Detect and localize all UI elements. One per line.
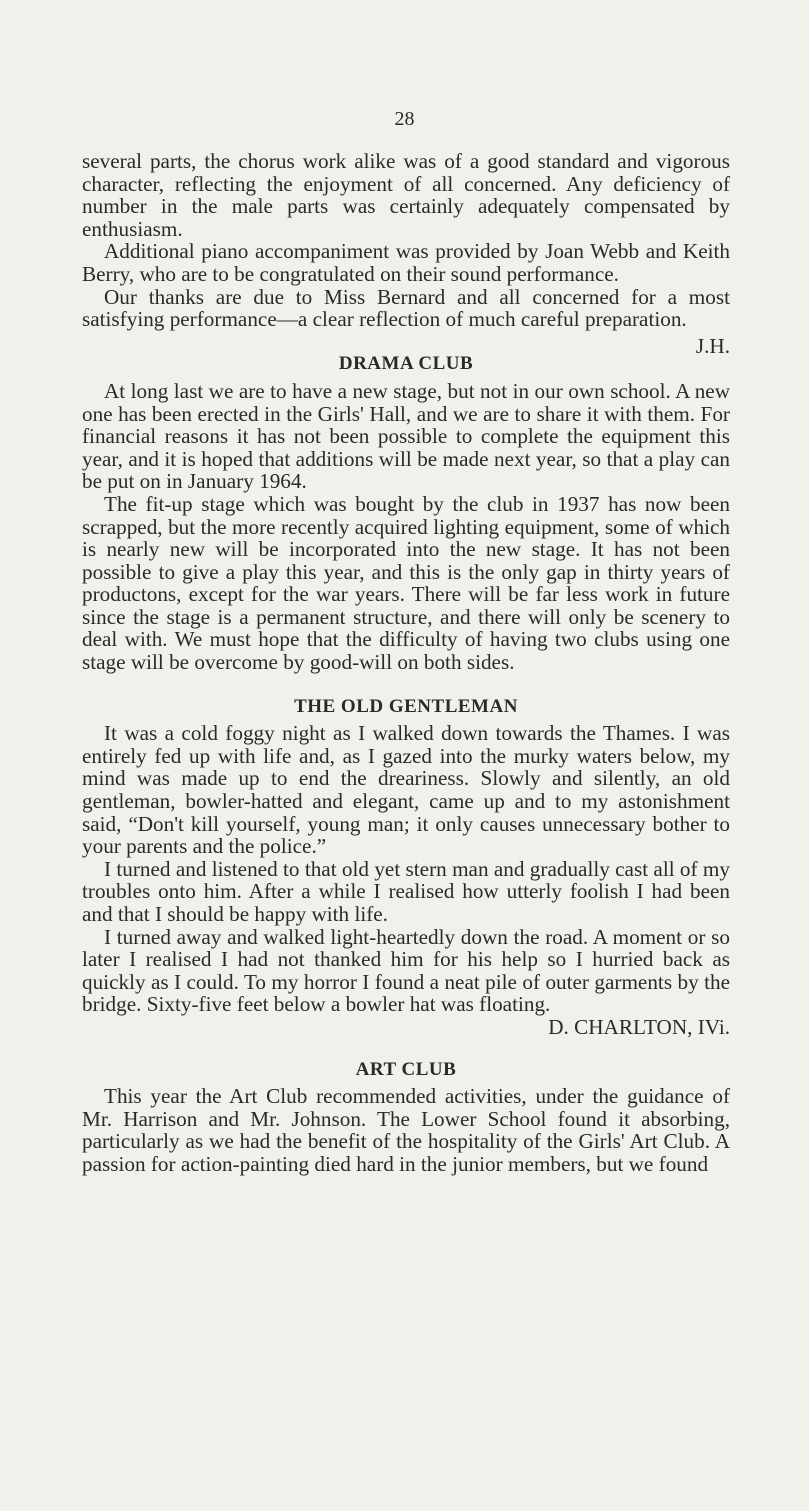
drama-club-section [82,353,730,673]
drama-club-paragraph-2: The fit-up stage which was bought by the club in 1937 has now been scrapped, but the more recently acquired lighting equipment, some of which is nearly new will be incorporated into the new stage. It has not been possible to give a play this year, and this is the only gap in thirty years of productons, except for the war years. There will be far less work in future since the stage is a permanent structure, and there will only be scenery to deal with. We must hope that the difficulty of having two clubs using one stage will be overcome by good-will on both sides. [82,491,730,675]
page-number: 28 [394,108,415,130]
intro-paragraph-1: several parts, the chorus work alike was of a good standard and vigorous character, reflecting the enjoyment of all concerned. Any deficiency of number in the male parts was certainly adequately compensated by enthusiasm. [82,149,730,241]
art-club-section [82,1059,730,1176]
intro-signature: J.H. [695,333,730,358]
art-club-paragraph-1: This year the Art Club recommended activities, under the guidance of Mr. Harrison and Mr. Johnson. The Lower School found it absorbing, particularly as we had the benefit of the hospitality of the Girls' Art Club. A passion for action-painting died hard in the junior members, but we found [82,1084,730,1176]
old-gentleman-heading: THE OLD GENTLEMAN [294,695,518,717]
intro-paragraph-3: Our thanks are due to Miss Bernard and all concerned for a most satisfying performance—a clear reflection of much careful preparation. [82,284,730,332]
drama-club-paragraph-1: At long last we are to have a new stage, but not in our own school. A new one has been erected in the Girls' Hall, and we are to share it with them. For financial reasons it has not been possible to complete the equipment this year, and it is hoped that additions will be made next year, so that a play can be put on in January 1964. [82,378,730,494]
old-gentleman-paragraph-1: It was a cold foggy night as I walked down towards the Thames. I was entirely fed up with life and, as I gazed into the murky waters below, my mind was made up to end the dreariness. Slowly and silently, an old gentleman, bowler-hatted and elegant, came up and to my astonishment said, “Don't kill yourself, young man; it only causes unnecessary bother to your parents and the police.” [82,721,730,859]
old-gentleman-paragraph-3: I turned away and walked light-heartedly down the road. A moment or so later I realised I had not thanked him for his help so I hurried back as quickly as I could. To my horror I found a neat pile of outer garments by the bridge. Sixty-five feet below a bowler hat was floating. [82,924,730,1017]
intro-paragraph-2: Additional piano accompaniment was provided by Joan Webb and Keith Berry, who are to be congratulated on their sound performance. [82,239,730,286]
art-club-heading: ART CLUB [355,1058,457,1080]
old-gentleman-signature: D. CHARLTON, IVi. [548,1014,730,1039]
old-gentleman-section [82,696,730,1039]
intro-section [82,150,730,357]
drama-club-heading: DRAMA CLUB [338,353,474,375]
old-gentleman-paragraph-2: I turned and listened to that old yet stern man and gradually cast all of my troubles onto him. After a while I realised how utterly foolish I had been and that I should be happy with life. [82,856,730,926]
page-content [82,150,730,1176]
